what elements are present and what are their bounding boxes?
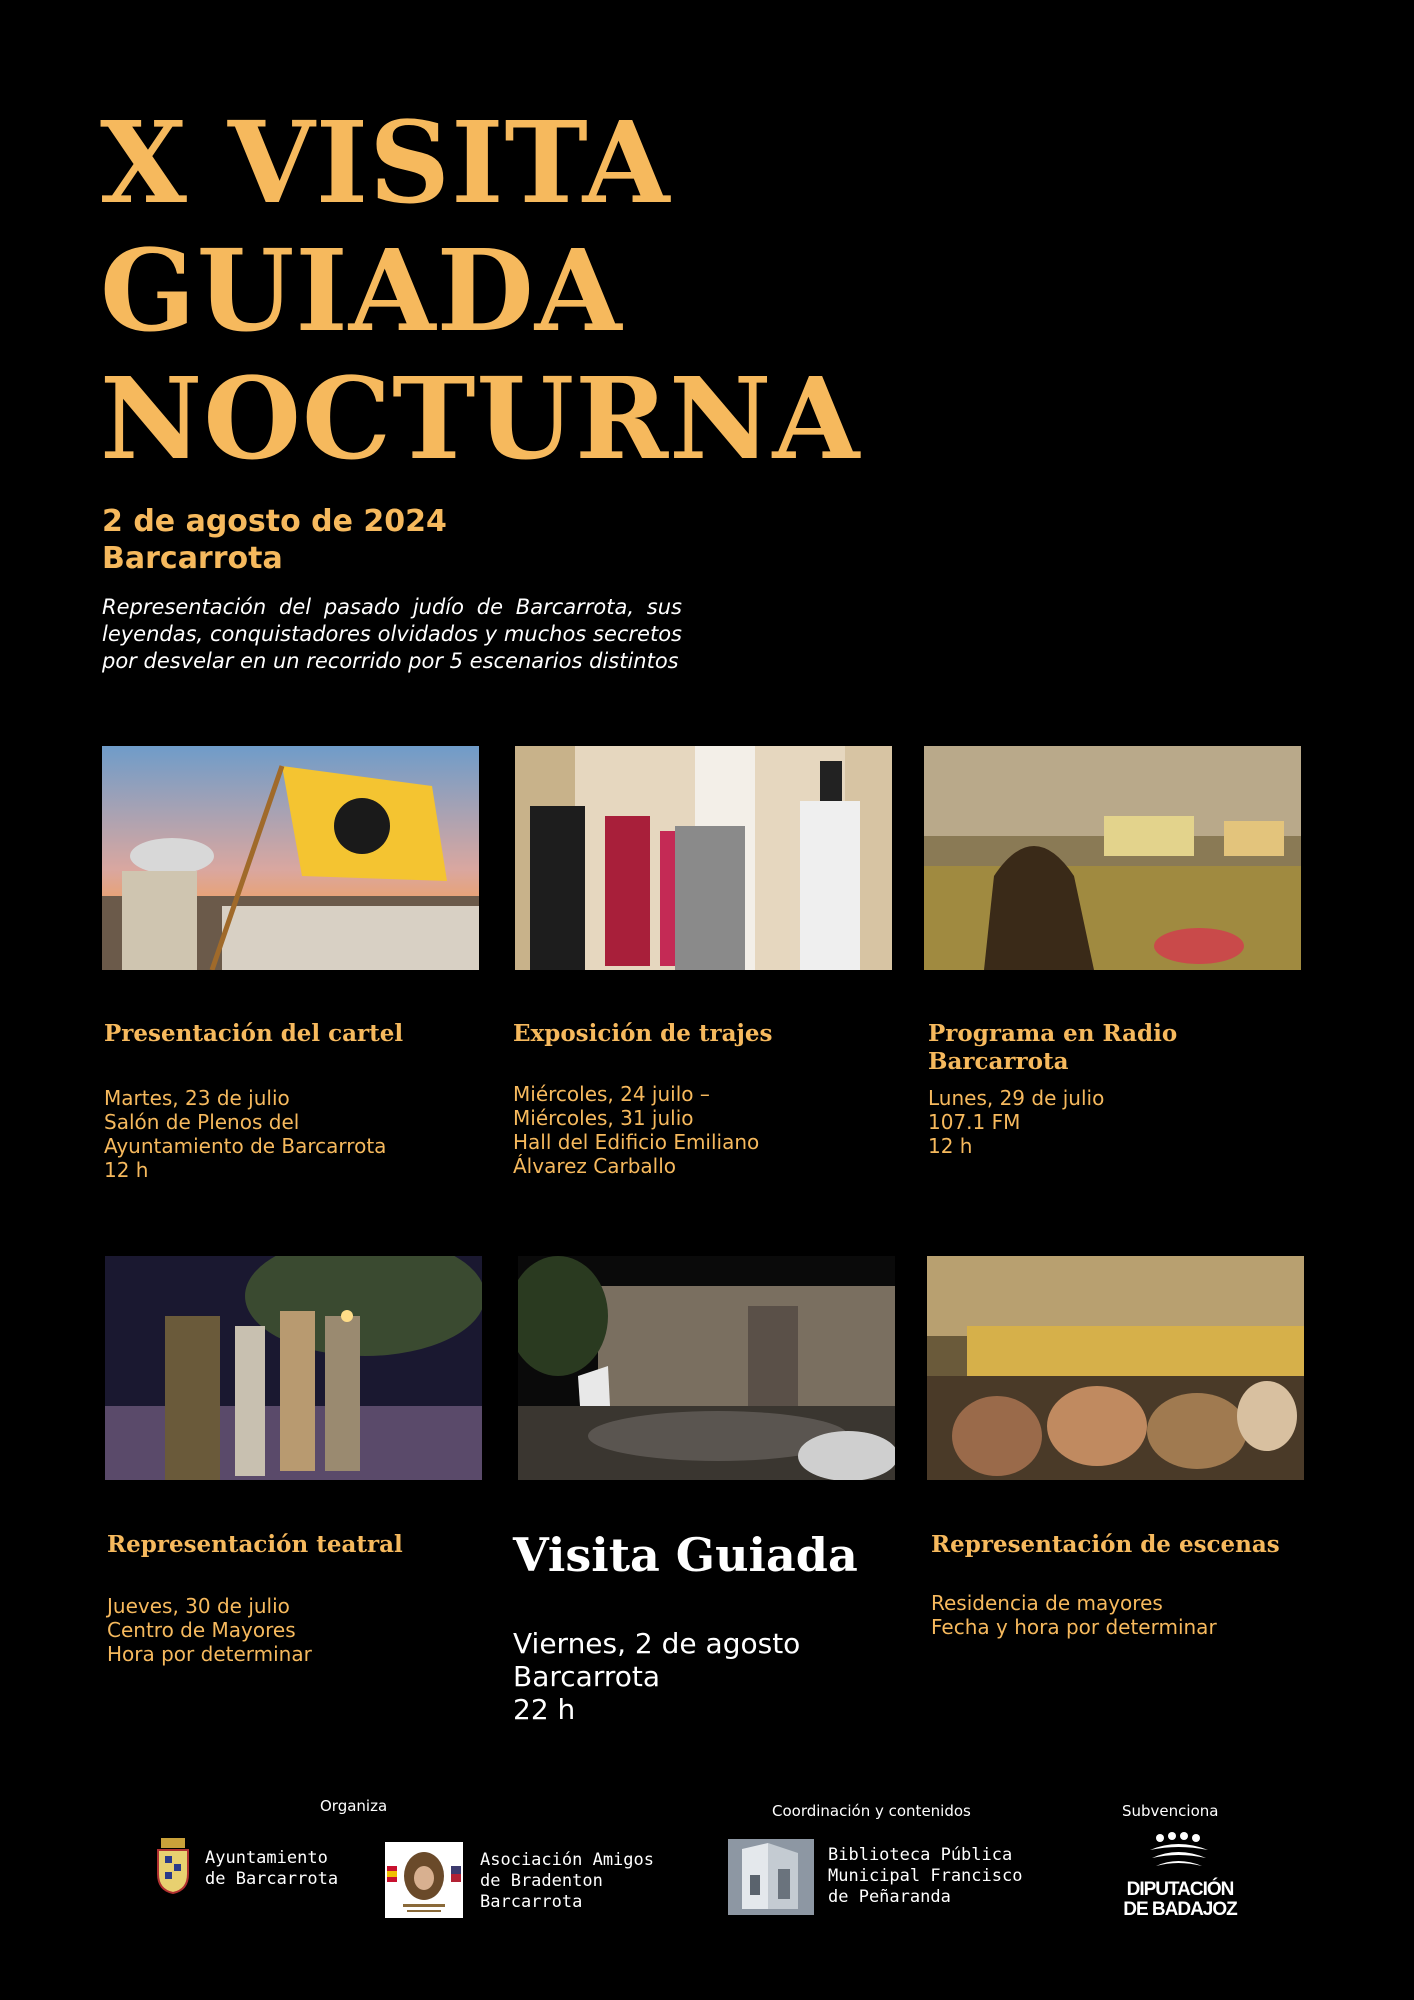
event-6-line: Residencia de mayores [931,1591,1163,1615]
ayuntamiento-name [205,1848,338,1890]
diputacion-line: DE BADAJOZ [1123,1899,1237,1920]
photo-scene-performance [927,1256,1304,1480]
event-6-line: Fecha y hora por determinar [931,1615,1217,1639]
event-2-details [513,1082,893,1178]
asociacion-line: Barcarrota [480,1892,583,1912]
event-date: 2 de agosto de 2024 [102,504,447,539]
biblioteca-line: Biblioteca Pública [828,1845,1013,1865]
event-date-block [102,503,447,577]
diputacion-line: DIPUTACIÓN [1126,1879,1234,1900]
event-5-line: 22 h [513,1693,576,1726]
event-1-line: Martes, 23 de julio [104,1086,290,1110]
event-2-line: Álvarez Carballo [513,1154,677,1178]
asociacion-line: Asociación Amigos [480,1850,654,1870]
event-4-title: Representación teatral [107,1531,403,1558]
photo-guided-visit [518,1256,895,1480]
event-town: Barcarrota [102,541,283,576]
event-4-line: Jueves, 30 de julio [107,1594,290,1618]
event-description: Representación del pasado judío de Barcarrota, sus leyendas, conquistadores olvidados y muchos secretos por desvelar en un recorrido por 5 escenarios distintos [102,595,682,673]
title-line-3: NOCTURNA [100,354,861,485]
asociacion-logo-icon [385,1842,463,1918]
photo-flag-bearer [102,746,479,970]
event-3-details [928,1086,1308,1158]
event-5-title: Visita Guiada [513,1528,858,1582]
event-1-details [104,1086,484,1182]
event-3-line: Lunes, 29 de julio [928,1086,1105,1110]
asociacion-name [480,1850,654,1913]
title-line-2: GUIADA [100,226,623,357]
poster-title [100,100,1000,484]
ayuntamiento-shield-icon [155,1836,191,1894]
event-5-details [513,1627,913,1726]
photo-night-scene [924,746,1301,970]
footer-coordinacion-label: Coordinación y contenidos [772,1802,971,1820]
photo-theatre-play [105,1256,482,1480]
event-3-line: 12 h [928,1134,973,1158]
ayuntamiento-line: de Barcarrota [205,1869,339,1889]
photo-costume-exhibit [515,746,892,970]
event-4-details [107,1594,487,1666]
ayuntamiento-line: Ayuntamiento [205,1848,328,1868]
event-1-title: Presentación del cartel [104,1020,404,1047]
event-3-line: 107.1 FM [928,1110,1021,1134]
biblioteca-name [828,1845,1022,1908]
asociacion-line: de Bradenton [480,1871,603,1891]
event-2-title: Exposición de trajes [513,1020,773,1047]
event-4-line: Hora por determinar [107,1642,312,1666]
event-3-title: Programa en Radio Barcarrota [928,1020,1178,1075]
event-1-line: Ayuntamiento de Barcarrota [104,1134,387,1158]
event-4-line: Centro de Mayores [107,1618,296,1642]
event-2-line: Miércoles, 24 juilo – [513,1082,710,1106]
diputacion-name [1120,1880,1240,1920]
footer-organiza-label: Organiza [320,1797,388,1815]
event-5-line: Barcarrota [513,1660,660,1693]
event-1-line: 12 h [104,1158,149,1182]
biblioteca-line: Municipal Francisco [828,1866,1023,1886]
biblioteca-logo-icon [728,1839,814,1915]
event-6-title: Representación de escenas [931,1531,1280,1558]
biblioteca-line: de Peñaranda [828,1887,951,1907]
event-6-details [931,1591,1311,1639]
event-2-line: Hall del Edificio Emiliano [513,1130,760,1154]
event-1-line: Salón de Plenos del [104,1110,300,1134]
event-5-line: Viernes, 2 de agosto [513,1627,801,1660]
diputacion-birds-icon [1120,1832,1240,1876]
diputacion-logo [1120,1832,1240,1924]
event-2-line: Miércoles, 31 julio [513,1106,694,1130]
footer-subvenciona-label: Subvenciona [1122,1802,1219,1820]
title-line-1: X VISITA [100,98,671,229]
